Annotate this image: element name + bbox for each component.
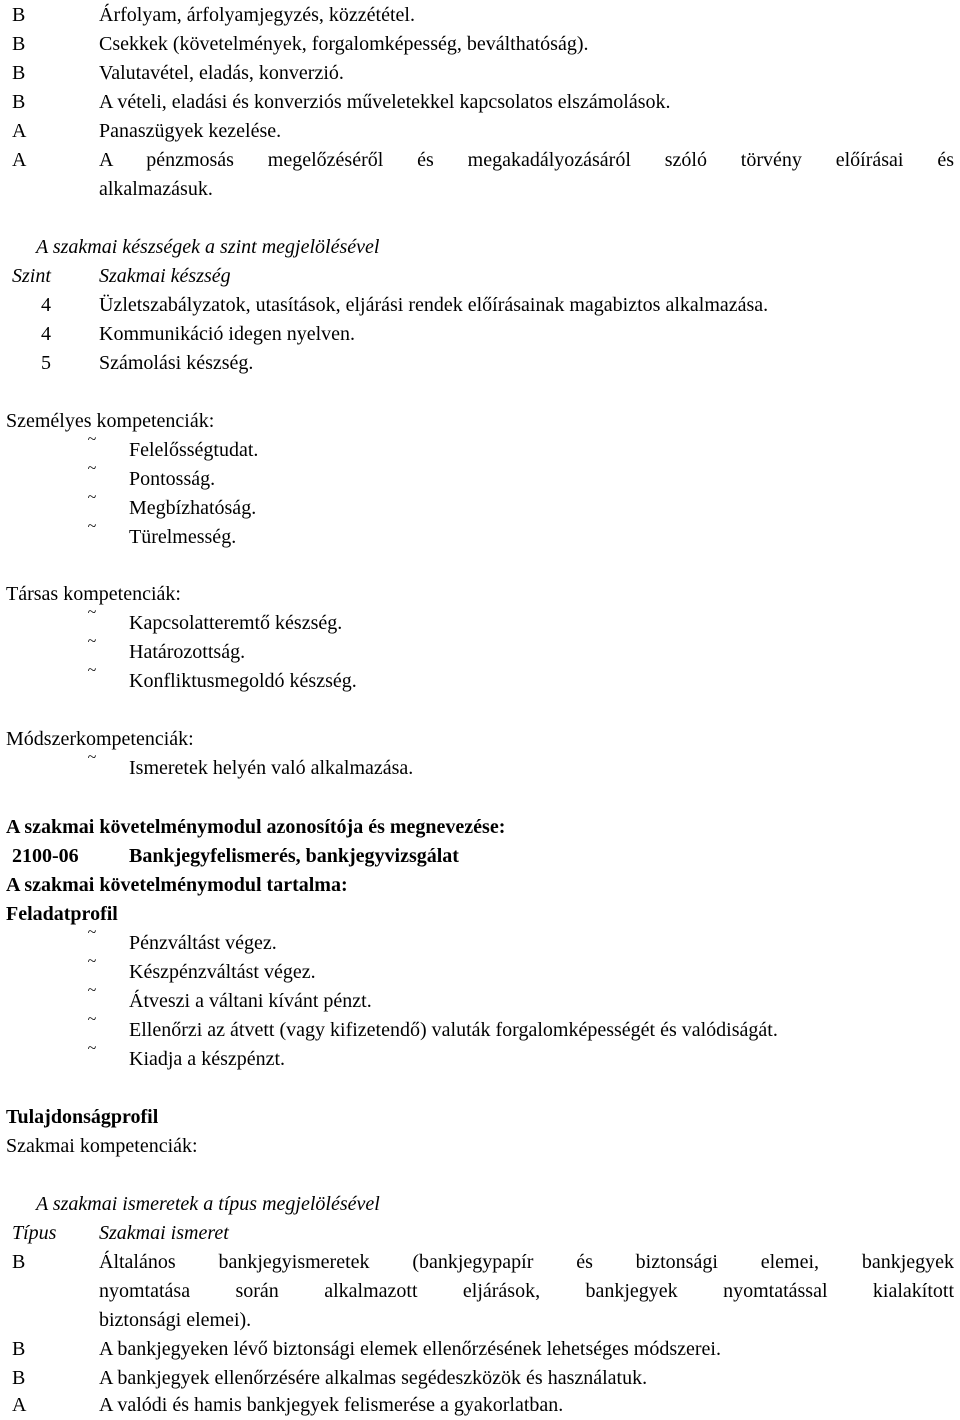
module-content-heading: A szakmai követelménymodul tartalma: xyxy=(6,874,348,896)
knowledge-row-continuation xyxy=(6,1306,954,1335)
type-code: B xyxy=(12,1367,26,1389)
knowledge-row xyxy=(6,1248,954,1277)
skills-heading: A szakmai készségek a szint megjelölésével xyxy=(36,236,380,258)
knowledge-column-headers xyxy=(6,1219,954,1248)
item-text: Pontosság. xyxy=(129,468,216,490)
type-code: A xyxy=(12,149,27,171)
skill-level: 5 xyxy=(41,352,51,374)
skills-column-headers xyxy=(6,262,954,291)
knowledge-row-continuation xyxy=(6,1277,954,1306)
social-competencies-heading: Társas kompetenciák: xyxy=(6,583,181,605)
module-title-row xyxy=(6,842,954,871)
list-item xyxy=(6,924,954,958)
module-id-heading: A szakmai követelménymodul azonosítója és megnevezése: xyxy=(6,816,506,838)
module-name: Bankjegyfelismerés, bankjegyvizsgálat xyxy=(129,845,459,867)
skill-row xyxy=(6,320,954,349)
skill-level: 4 xyxy=(41,294,51,316)
tilde-bullet-icon: ~ xyxy=(87,749,97,766)
type-code: B xyxy=(12,33,26,55)
skill-text: Üzletszabályzatok, utasítások, eljárási rendek előírásainak magabiztos alkalmazása. xyxy=(99,294,769,316)
tilde-bullet-icon: ~ xyxy=(87,431,97,448)
list-item xyxy=(6,489,954,523)
item-text: Határozottság. xyxy=(129,641,246,663)
list-item xyxy=(6,146,954,175)
knowledge-row xyxy=(6,1364,954,1393)
item-text: Ellenőrzi az átvett (vagy kifizetendő) valuták forgalomképességét és valódiságát. xyxy=(129,1019,778,1041)
skill-level: 4 xyxy=(41,323,51,345)
list-item xyxy=(6,633,954,667)
list-item xyxy=(6,460,954,494)
item-text: Felelősségtudat. xyxy=(129,439,259,461)
type-code: B xyxy=(12,91,26,113)
item-text: Panaszügyek kezelése. xyxy=(99,120,282,142)
list-item xyxy=(6,30,954,59)
list-item xyxy=(6,59,954,88)
item-text: Ismeretek helyén való alkalmazása. xyxy=(129,757,414,779)
item-text: biztonsági elemei). xyxy=(99,1309,252,1331)
tilde-bullet-icon: ~ xyxy=(87,633,97,650)
item-text: Kiadja a készpénzt. xyxy=(129,1048,286,1070)
list-item xyxy=(6,1011,954,1045)
list-item xyxy=(6,1,954,30)
list-item xyxy=(6,604,954,638)
type-code: B xyxy=(12,1251,26,1273)
type-code: B xyxy=(12,62,26,84)
knowledge-heading: A szakmai ismeretek a típus megjelölésével xyxy=(36,1193,380,1215)
column-header-level: Szint xyxy=(12,265,51,287)
item-text: A vételi, eladási és konverziós műveletekkel kapcsolatos elszámolások. xyxy=(99,91,671,113)
module-id: 2100-06 xyxy=(12,845,79,867)
property-profile-heading: Tulajdonságprofil xyxy=(6,1106,159,1128)
skill-text: Számolási készség. xyxy=(99,352,254,374)
tilde-bullet-icon: ~ xyxy=(87,953,97,970)
item-text: Pénzváltást végez. xyxy=(129,932,277,954)
type-code: A xyxy=(12,1394,27,1416)
list-item xyxy=(6,749,954,783)
item-text: Megbízhatóság. xyxy=(129,497,257,519)
item-text: Konfliktusmegoldó készség. xyxy=(129,670,357,692)
personal-competencies-heading: Személyes kompetenciák: xyxy=(6,410,215,432)
item-text: Általános bankjegyismeretek (bankjegypapír és biztonsági elemei, bankjegyek xyxy=(99,1251,954,1273)
skill-row xyxy=(6,291,954,320)
tilde-bullet-icon: ~ xyxy=(87,1040,97,1057)
item-text: Készpénzváltást végez. xyxy=(129,961,316,983)
skill-text: Kommunikáció idegen nyelven. xyxy=(99,323,356,345)
list-item-continuation xyxy=(6,175,954,204)
tilde-bullet-icon: ~ xyxy=(87,489,97,506)
item-text: A valódi és hamis bankjegyek felismerése a gyakorlatban. xyxy=(99,1394,564,1416)
tilde-bullet-icon: ~ xyxy=(87,982,97,999)
column-header-skill: Szakmai készség xyxy=(99,265,231,287)
item-text: Csekkek (követelmények, forgalomképesség, beválthatóság). xyxy=(99,33,589,55)
item-text: Árfolyam, árfolyamjegyzés, közzététel. xyxy=(99,4,415,26)
item-text: nyomtatása során alkalmazott eljárások, bankjegyek nyomtatással kialakított xyxy=(99,1280,954,1302)
task-profile-heading: Feladatprofil xyxy=(6,903,118,925)
type-code: A xyxy=(12,120,27,142)
column-header-knowledge: Szakmai ismeret xyxy=(99,1222,229,1244)
list-item xyxy=(6,88,954,117)
tilde-bullet-icon: ~ xyxy=(87,1011,97,1028)
list-item xyxy=(6,518,954,552)
list-item xyxy=(6,431,954,465)
list-item xyxy=(6,117,954,146)
list-item xyxy=(6,1040,954,1074)
type-code: B xyxy=(12,4,26,26)
tilde-bullet-icon: ~ xyxy=(87,460,97,477)
list-item xyxy=(6,982,954,1016)
column-header-type: Típus xyxy=(12,1222,57,1244)
tilde-bullet-icon: ~ xyxy=(87,924,97,941)
skill-row xyxy=(6,349,954,378)
item-text: Átveszi a váltani kívánt pénzt. xyxy=(129,990,372,1012)
tilde-bullet-icon: ~ xyxy=(87,662,97,679)
item-text: alkalmazásuk. xyxy=(99,178,213,200)
knowledge-row xyxy=(6,1335,954,1364)
tilde-bullet-icon: ~ xyxy=(87,604,97,621)
list-item xyxy=(6,953,954,987)
professional-competencies-heading: Szakmai kompetenciák: xyxy=(6,1135,198,1157)
type-code: B xyxy=(12,1338,26,1360)
item-text: Kapcsolatteremtő készség. xyxy=(129,612,343,634)
item-text: Türelmesség. xyxy=(129,526,237,548)
knowledge-row xyxy=(6,1391,954,1420)
list-item xyxy=(6,662,954,696)
item-text: A bankjegyek ellenőrzésére alkalmas segédeszközök és használatuk. xyxy=(99,1367,648,1389)
item-text: A pénzmosás megelőzéséről és megakadályozásáról szóló törvény előírásai és xyxy=(99,149,954,171)
item-text: Valutavétel, eladás, konverzió. xyxy=(99,62,344,84)
item-text: A bankjegyeken lévő biztonsági elemek ellenőrzésének lehetséges módszerei. xyxy=(99,1338,721,1360)
method-competencies-heading: Módszerkompetenciák: xyxy=(6,728,194,750)
tilde-bullet-icon: ~ xyxy=(87,518,97,535)
